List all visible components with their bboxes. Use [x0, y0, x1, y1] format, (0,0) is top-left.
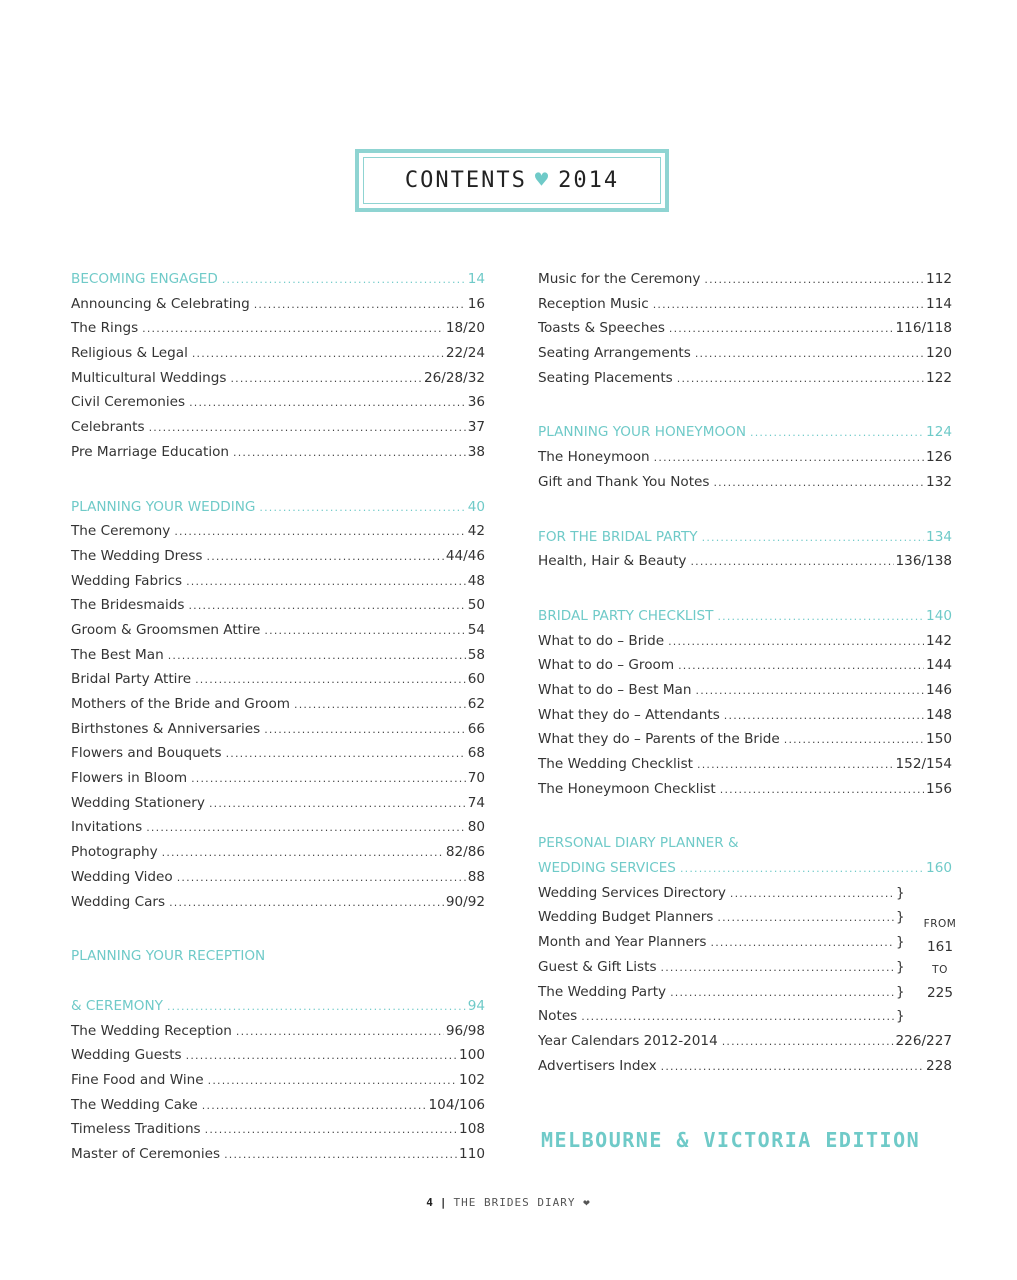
entry-label: Celebrants: [71, 419, 145, 436]
entry-label: What they do – Attendants: [538, 706, 720, 723]
section-header: [538, 424, 952, 449]
entry-label: FOR THE BRIDAL PARTY: [538, 528, 698, 545]
entry-page: 66: [467, 720, 485, 737]
dot-leader: [209, 796, 466, 812]
section-gap: [538, 805, 952, 835]
dot-leader: [207, 549, 444, 565]
section-header: [71, 998, 485, 1023]
dot-leader: [696, 683, 925, 699]
entry-label: BRIDAL PARTY CHECKLIST: [538, 607, 714, 624]
entry-label: Year Calendars 2012-2014: [538, 1032, 718, 1049]
entry-label: Music for the Ceremony: [538, 271, 701, 287]
dot-leader: [254, 297, 466, 313]
entry-page: }: [896, 934, 905, 951]
title-year: 2014: [558, 168, 620, 193]
contents-entry: [538, 707, 952, 732]
contents-entry: [71, 320, 485, 345]
dot-leader: [724, 708, 924, 724]
dot-leader: [226, 746, 466, 762]
contents-entry: [71, 844, 485, 869]
entry-page: 70: [467, 770, 485, 787]
contents-title-box: [355, 149, 669, 212]
contents-entry: [71, 770, 485, 795]
dot-leader: [230, 371, 422, 387]
contents-entry: [538, 657, 952, 682]
entry-page: }: [896, 884, 905, 901]
entry-page: 110: [459, 1146, 485, 1162]
entry-label: What they do – Parents of the Bride: [538, 731, 780, 748]
entry-label: The Wedding Party: [538, 983, 667, 1000]
dot-leader: [177, 870, 466, 886]
entry-page: 40: [467, 498, 485, 515]
section-header-line: [71, 948, 485, 973]
contents-entry: [71, 671, 485, 696]
entry-page: 142: [926, 632, 952, 649]
entry-page: 146: [926, 681, 952, 698]
entry-page: 114: [926, 295, 952, 312]
entry-label: Reception Music: [538, 295, 649, 312]
contents-entry: [538, 474, 952, 499]
entry-page: }: [896, 958, 905, 975]
entry-page: 48: [467, 572, 485, 589]
entry-page: 150: [926, 731, 952, 748]
contents-entry: [71, 296, 485, 321]
dot-leader: [711, 935, 895, 951]
entry-page: 50: [467, 597, 485, 614]
section-gap: [538, 499, 952, 529]
entry-page: 60: [467, 671, 485, 688]
entry-page: 38: [467, 443, 485, 460]
entry-label: The Ceremony: [71, 523, 171, 540]
entry-label: The Rings: [71, 320, 139, 337]
dot-leader: [713, 475, 924, 491]
dot-leader: [654, 450, 924, 466]
entry-label: The Wedding Reception: [71, 1022, 232, 1039]
dot-leader: [146, 820, 465, 836]
contents-entry: [538, 959, 904, 984]
entry-page: 14: [467, 271, 485, 287]
dot-leader: [678, 658, 924, 674]
dot-leader: [697, 757, 894, 773]
entry-label: The Bridesmaids: [71, 597, 185, 614]
contents-entry: [71, 345, 485, 370]
entry-page: 90/92: [445, 893, 485, 910]
contents-entry: [71, 819, 485, 844]
entry-page: 82/86: [445, 844, 485, 861]
entry-page: 140: [926, 607, 952, 624]
entry-page: 126: [926, 449, 952, 466]
section-gap: [71, 918, 485, 948]
contents-entry: [538, 370, 952, 395]
dot-leader: [205, 1122, 457, 1138]
section-header: [538, 608, 952, 633]
dot-leader: [720, 782, 924, 798]
contents-entry: [538, 885, 904, 910]
entry-page: 42: [467, 523, 485, 540]
contents-entry: [538, 553, 952, 578]
range-start-page: 161: [927, 939, 953, 955]
dot-leader: [581, 1009, 894, 1025]
contents-entry: [538, 1058, 952, 1083]
dot-leader: [680, 861, 924, 877]
entry-label: Flowers and Bouquets: [71, 745, 222, 762]
page-footer: [0, 1196, 1017, 1209]
contents-entry: [538, 1008, 904, 1033]
title-text: CONTENTS: [404, 168, 527, 193]
contents-entry: [538, 682, 952, 707]
dot-leader: [188, 598, 465, 614]
entry-page: 228: [926, 1057, 952, 1074]
entry-page: 160: [926, 860, 952, 877]
dot-leader: [233, 445, 466, 461]
entry-page: 44/46: [445, 547, 485, 564]
dot-leader: [162, 845, 444, 861]
dot-leader: [169, 895, 444, 911]
dot-leader: [174, 524, 465, 540]
dot-leader: [259, 500, 465, 516]
dot-leader: [717, 910, 894, 926]
section-header: [71, 271, 485, 296]
dot-leader: [702, 530, 924, 546]
contents-column-right: [538, 271, 952, 1082]
contents-entry: [538, 756, 952, 781]
entry-label: Wedding Budget Planners: [538, 909, 714, 926]
entry-page: 112: [926, 271, 952, 287]
entry-label: Guest & Gift Lists: [538, 958, 657, 975]
entry-label: The Best Man: [71, 646, 164, 663]
entry-label: Month and Year Planners: [538, 934, 707, 951]
contents-entry: [71, 1072, 485, 1097]
heart-icon: ❤: [583, 1196, 591, 1209]
entry-page: 74: [467, 794, 485, 811]
contents-entry: [71, 1047, 485, 1072]
contents-entry: [71, 573, 485, 598]
dot-leader: [784, 732, 924, 748]
entry-page: 62: [467, 696, 485, 712]
dot-leader: [661, 960, 894, 976]
entry-label: The Wedding Cake: [71, 1096, 198, 1113]
entry-page: 124: [926, 424, 952, 441]
entry-label: Master of Ceremonies: [71, 1146, 221, 1162]
dot-leader: [264, 623, 465, 639]
range-from-label: FROM: [923, 918, 957, 930]
dot-leader: [750, 425, 924, 441]
entry-label: BECOMING ENGAGED: [71, 271, 218, 287]
dot-leader: [670, 985, 894, 1001]
entry-page: }: [896, 909, 905, 926]
section-header: [538, 860, 952, 885]
range-to-label: TO: [932, 964, 948, 976]
entry-label: Announcing & Celebrating: [71, 295, 250, 312]
edition-title: MELBOURNE & VICTORIA EDITION: [541, 1128, 921, 1152]
dot-leader: [704, 272, 924, 288]
entry-page: 156: [926, 780, 952, 797]
dot-leader: [690, 554, 893, 570]
dot-leader: [208, 1073, 457, 1089]
entry-label: Flowers in Bloom: [71, 770, 188, 787]
entry-label: Wedding Services Directory: [538, 884, 726, 901]
contents-entry: [538, 781, 952, 806]
entry-page: 68: [467, 745, 485, 762]
entry-label: PLANNING YOUR WEDDING: [71, 498, 256, 515]
entry-label: Civil Ceremonies: [71, 394, 186, 411]
entry-label: What to do – Groom: [538, 657, 675, 674]
dot-leader: [222, 272, 466, 288]
dot-leader: [142, 321, 444, 337]
entry-label: Seating Placements: [538, 369, 673, 386]
entry-label: PLANNING YOUR HONEYMOON: [538, 424, 747, 441]
contents-entry: [538, 449, 952, 474]
entry-label: Wedding Stationery: [71, 794, 205, 811]
entry-label: Toasts & Speeches: [538, 320, 665, 337]
dot-leader: [186, 574, 466, 590]
publication-title: THE BRIDES DIARY: [453, 1196, 576, 1209]
entry-label: What to do – Bride: [538, 632, 665, 649]
entry-label: The Wedding Checklist: [538, 756, 693, 772]
entry-label: The Honeymoon Checklist: [538, 780, 716, 797]
dot-leader: [722, 1034, 894, 1050]
dot-leader: [653, 297, 924, 313]
entry-page: 116/118: [895, 320, 952, 337]
entry-page: 96/98: [445, 1022, 485, 1039]
entry-page: 100: [459, 1047, 485, 1064]
entry-label: Notes: [538, 1008, 578, 1025]
entry-label: Timeless Traditions: [71, 1121, 201, 1138]
dot-leader: [167, 999, 466, 1015]
dot-leader: [677, 371, 924, 387]
dot-leader: [661, 1059, 924, 1075]
entry-page: 54: [467, 621, 485, 638]
contents-entry: [71, 745, 485, 770]
dot-leader: [695, 346, 924, 362]
entry-page: 226/227: [895, 1032, 952, 1049]
entry-page: 16: [467, 295, 485, 312]
contents-entry: [71, 548, 485, 573]
entry-label: Wedding Fabrics: [71, 572, 183, 589]
dot-leader: [186, 1048, 457, 1064]
entry-label: Mothers of the Bride and Groom: [71, 696, 290, 712]
entry-label: Gift and Thank You Notes: [538, 473, 710, 490]
contents-title: [363, 157, 661, 204]
contents-entry: [71, 523, 485, 548]
dot-leader: [668, 634, 924, 650]
dot-leader: [224, 1147, 457, 1163]
contents-entry: [71, 647, 485, 672]
contents-entry: [71, 869, 485, 894]
entry-label: Advertisers Index: [538, 1057, 657, 1074]
dot-leader: [168, 648, 466, 664]
brace-group: [538, 885, 904, 1033]
entry-page: 144: [926, 657, 952, 674]
entry-label: Photography: [71, 844, 158, 861]
contents-entry: [538, 271, 952, 296]
contents-entry: [538, 1033, 952, 1058]
contents-column-left: [71, 271, 485, 1171]
entry-page: 134: [926, 528, 952, 545]
dot-leader: [189, 395, 466, 411]
entry-label: Health, Hair & Beauty: [538, 553, 687, 570]
entry-page: 94: [467, 997, 485, 1014]
entry-page: 18/20: [445, 320, 485, 337]
dot-leader: [192, 346, 444, 362]
range-end-page: 225: [927, 985, 953, 1001]
entry-label: WEDDING SERVICES: [538, 860, 676, 877]
contents-entry: [538, 345, 952, 370]
contents-entry: [538, 320, 952, 345]
entry-label: Fine Food and Wine: [71, 1071, 204, 1088]
section-header: [538, 529, 952, 554]
footer-separator: |: [439, 1196, 448, 1209]
dot-leader: [264, 722, 465, 738]
contents-entry: [538, 296, 952, 321]
entry-label: & CEREMONY: [71, 997, 163, 1014]
entry-label: Pre Marriage Education: [71, 443, 230, 460]
dot-leader: [202, 1098, 427, 1114]
contents-entry: [71, 1097, 485, 1122]
section-header-text: PLANNING YOUR RECEPTION: [71, 948, 266, 965]
dot-leader: [195, 672, 466, 688]
entry-page: 148: [926, 706, 952, 723]
entry-label: The Wedding Dress: [71, 547, 203, 564]
dot-leader: [236, 1024, 444, 1040]
entry-page: 88: [467, 868, 485, 885]
entry-label: Wedding Cars: [71, 893, 166, 910]
section-header: [71, 499, 485, 524]
contents-entry: [538, 934, 904, 959]
entry-label: Birthstones & Anniversaries: [71, 720, 261, 737]
dot-leader: [149, 420, 466, 436]
section-gap: [71, 973, 485, 998]
section-gap: [71, 469, 485, 499]
contents-entry: [538, 909, 904, 934]
contents-entry: [538, 984, 904, 1009]
contents-entry: [71, 894, 485, 919]
heart-icon: ♥: [534, 168, 551, 193]
entry-page: 108: [459, 1121, 485, 1138]
contents-entry: [538, 633, 952, 658]
entry-label: Multicultural Weddings: [71, 369, 227, 386]
entry-page: }: [896, 1008, 905, 1025]
entry-page: 102: [459, 1071, 485, 1088]
contents-entry: [71, 795, 485, 820]
entry-page: 22/24: [445, 345, 485, 362]
entry-label: Groom & Groomsmen Attire: [71, 621, 261, 638]
entry-page: 26/28/32: [423, 369, 485, 386]
contents-entry: [71, 1121, 485, 1146]
entry-label: Invitations: [71, 819, 143, 836]
dot-leader: [669, 321, 894, 337]
dot-leader: [730, 886, 894, 902]
contents-entry: [71, 721, 485, 746]
entry-page: 152/154: [895, 756, 952, 772]
page-number: 4: [426, 1196, 434, 1209]
entry-label: Bridal Party Attire: [71, 671, 192, 688]
entry-page: 132: [926, 473, 952, 490]
dot-leader: [717, 609, 924, 625]
entry-page: }: [896, 983, 905, 1000]
entry-label: Wedding Video: [71, 868, 173, 885]
entry-label: Wedding Guests: [71, 1047, 182, 1064]
contents-entry: [71, 370, 485, 395]
contents-entry: [71, 419, 485, 444]
entry-label: The Honeymoon: [538, 449, 650, 466]
dot-leader: [294, 697, 466, 713]
entry-label: What to do – Best Man: [538, 681, 692, 698]
section-header-text: PERSONAL DIARY PLANNER &: [538, 835, 739, 852]
section-header-line: [538, 835, 952, 860]
entry-page: 36: [467, 394, 485, 411]
entry-label: Seating Arrangements: [538, 345, 691, 362]
dot-leader: [191, 771, 466, 787]
entry-page: 120: [926, 345, 952, 362]
contents-entry: [538, 731, 952, 756]
entry-page: 80: [467, 819, 485, 836]
contents-entry: [71, 1146, 485, 1171]
entry-page: 104/106: [428, 1096, 485, 1113]
entry-page: 136/138: [895, 553, 952, 570]
section-gap: [538, 394, 952, 424]
entry-page: 37: [467, 419, 485, 436]
page-range-block: [917, 913, 963, 1005]
contents-entry: [71, 394, 485, 419]
entry-page: 58: [467, 646, 485, 663]
contents-entry: [71, 1023, 485, 1048]
entry-label: Religious & Legal: [71, 345, 188, 362]
contents-entry: [71, 696, 485, 721]
entry-page: 122: [926, 369, 952, 386]
section-gap: [538, 578, 952, 608]
contents-entry: [71, 444, 485, 469]
contents-entry: [71, 597, 485, 622]
contents-entry: [71, 622, 485, 647]
